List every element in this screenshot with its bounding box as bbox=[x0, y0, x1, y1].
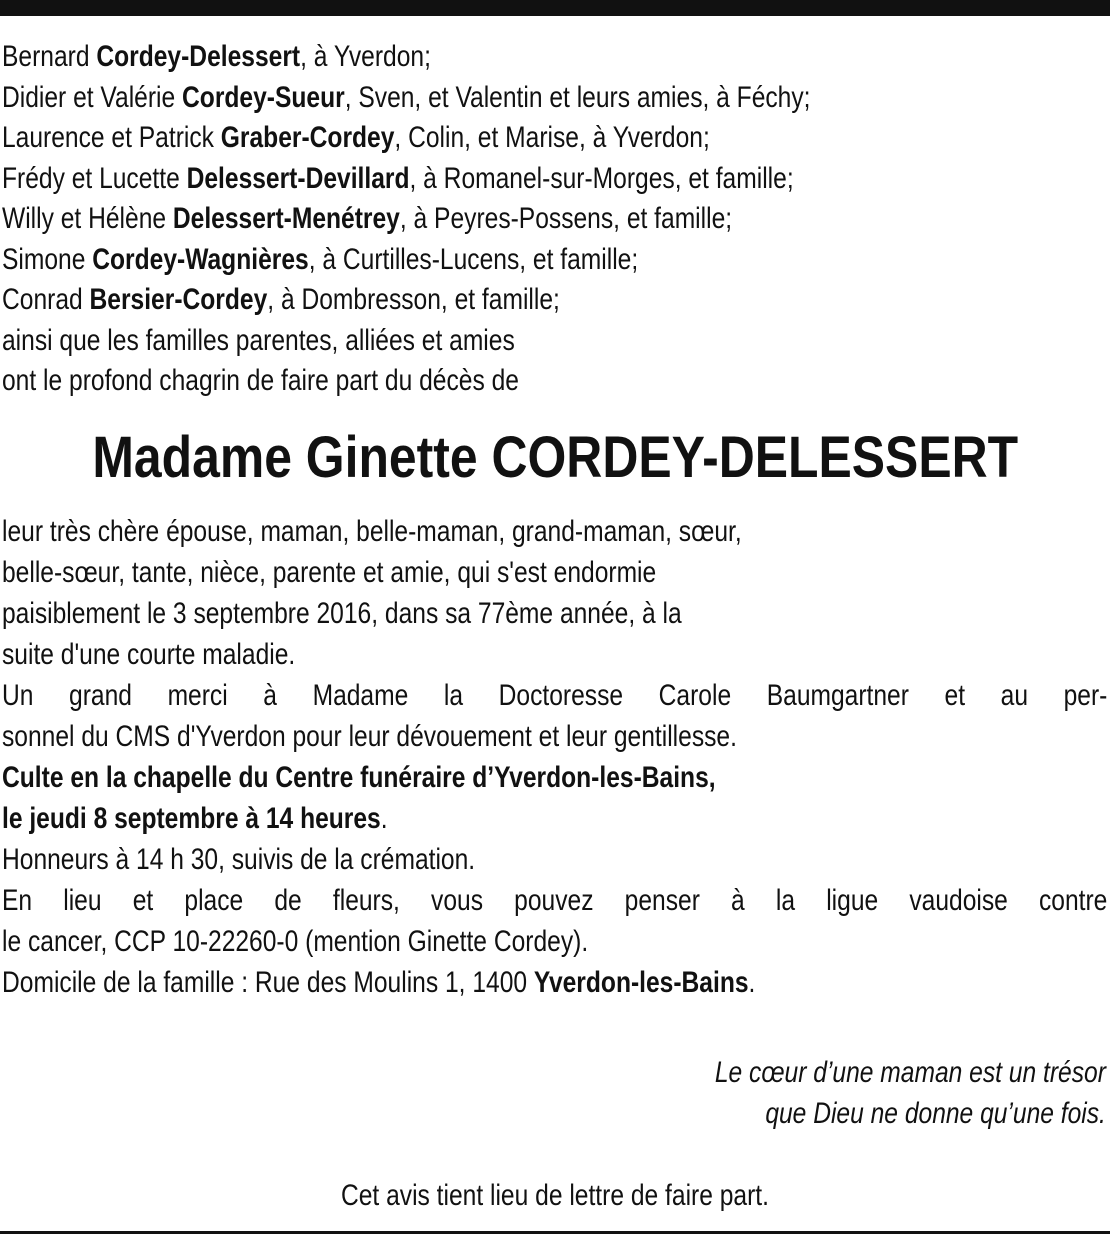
family-surname: Cordey-Sueur bbox=[182, 80, 345, 114]
family-list bbox=[2, 37, 1107, 402]
intro-line: ainsi que les familles parentes, alliées et amies bbox=[2, 323, 515, 357]
family-line: Willy et Hélène Delessert-Menétrey, à Peyres-Possens, et famille; bbox=[2, 202, 733, 235]
thanks-line: Un grand merci à Madame la Doctoresse Carole Baumgartner et au per- bbox=[2, 679, 1108, 712]
family-surname: Delessert-Menétrey bbox=[172, 202, 400, 235]
flowers-line: En lieu et place de fleurs, vous pouvez penser à la ligue vaudoise contre bbox=[2, 884, 1108, 917]
deceased-name: Madame Ginette CORDEY-DELESSERT bbox=[92, 425, 1018, 490]
family-surname: Bersier-Cordey bbox=[89, 283, 268, 316]
domicile-city: Yverdon-les-Bains bbox=[533, 966, 749, 999]
flowers-line: le cancer, CCP 10-22260-0 (mention Ginette Cordey). bbox=[2, 925, 589, 958]
description-line: leur très chère épouse, maman, belle-maman, grand-maman, sœur, bbox=[2, 515, 742, 548]
family-line: Didier et Valérie Cordey-Sueur, Sven, et Valentin et leurs amies, à Féchy; bbox=[2, 80, 811, 114]
footer-note: Cet avis tient lieu de lettre de faire part. bbox=[340, 1179, 769, 1212]
family-surname: Delessert-Devillard bbox=[186, 161, 410, 195]
family-surname: Cordey-Delessert bbox=[96, 40, 301, 73]
family-surname: Graber-Cordey bbox=[220, 121, 395, 154]
description-line: suite d'une courte maladie. bbox=[2, 638, 296, 671]
quote-line: Le cœur d’une maman est un trésor bbox=[714, 1056, 1106, 1089]
family-line: Bernard Cordey-Delessert, à Yverdon; bbox=[2, 40, 431, 73]
thanks-line: sonnel du CMS d'Yverdon pour leur dévouement et leur gentillesse. bbox=[2, 720, 737, 753]
top-rule bbox=[0, 0, 1110, 16]
family-line: Frédy et Lucette Delessert-Devillard, à Romanel-sur-Morges, et famille; bbox=[2, 161, 794, 195]
family-surname: Cordey-Wagnières bbox=[92, 242, 309, 276]
bottom-rule bbox=[0, 1231, 1110, 1234]
family-line: Conrad Bersier-Cordey, à Dombresson, et famille; bbox=[2, 283, 560, 316]
notice-body bbox=[2, 511, 1107, 1003]
service-line: le jeudi 8 septembre à 14 heures. bbox=[2, 802, 388, 835]
description-line: belle-sœur, tante, nièce, parente et amie, qui s'est endormie bbox=[2, 556, 657, 589]
family-line: Laurence et Patrick Graber-Cordey, Colin, et Marise, à Yverdon; bbox=[2, 121, 710, 154]
description-line: paisiblement le 3 septembre 2016, dans sa 77ème année, à la bbox=[2, 597, 682, 630]
service-line: Culte en la chapelle du Centre funéraire d’Yverdon-les-Bains, bbox=[2, 761, 716, 794]
family-line: Simone Cordey-Wagnières, à Curtilles-Lucens, et famille; bbox=[2, 242, 639, 276]
quote bbox=[629, 1052, 1106, 1134]
domicile-line: Domicile de la famille : Rue des Moulins 1, 1400 Yverdon-les-Bains. bbox=[2, 966, 756, 999]
intro-line: ont le profond chagrin de faire part du décès de bbox=[2, 364, 519, 397]
honours-line: Honneurs à 14 h 30, suivis de la crémation. bbox=[2, 843, 476, 876]
quote-line: que Dieu ne donne qu’une fois. bbox=[765, 1097, 1106, 1130]
